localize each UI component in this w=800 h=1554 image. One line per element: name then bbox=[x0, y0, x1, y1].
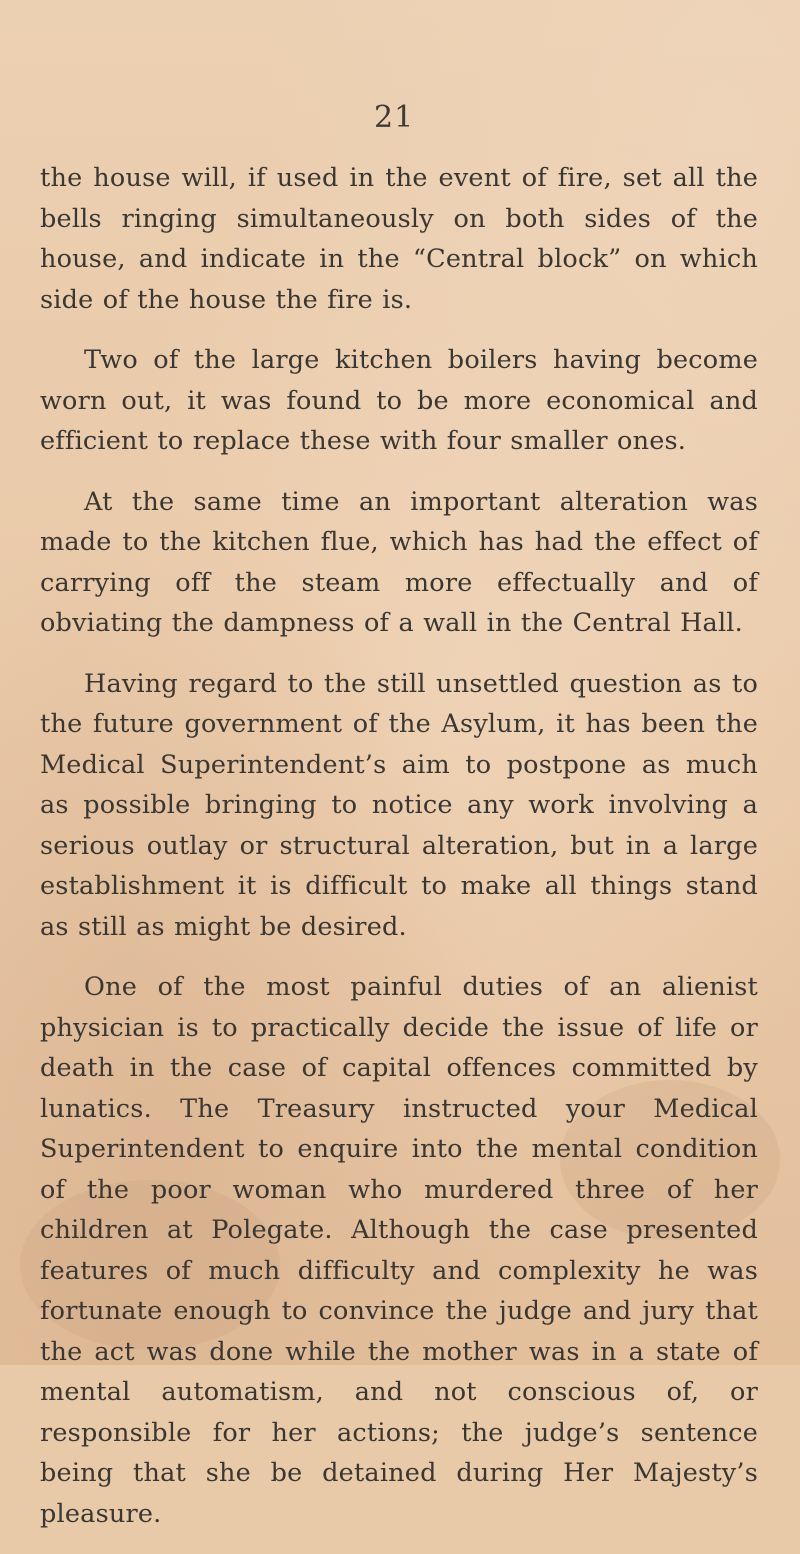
paragraph-kitchen-flue: At the same time an important alteration was made to the kitchen flue, which has had the effect of carrying off the steam more effectually and of obviating the dampness of a wall in the Central Hall. bbox=[40, 486, 758, 638]
paragraph-asylum-government: Having regard to the still unsettled question as to the future government of the Asylum, it has been the Medical Superintendent’s aim to postpone as much as possible bringing to notice any work involving a serious outlay or structural alteration, but in a large establishment it is difficult to make all things stand as still as might be desired. bbox=[40, 668, 758, 942]
page-number: 21 bbox=[374, 100, 415, 135]
paragraph-continued: the house will, if used in the event of fire, set all the bells ringing simultaneously on both sides of the house, and indicate in the “Central block” on which side of the house the fire is. bbox=[40, 163, 758, 315]
paragraph-kitchen-boilers: Two of the large kitchen boilers having become worn out, it was found to be more economical and efficient to replace these with four smaller ones. bbox=[40, 345, 758, 456]
paragraph-alienist-duties: One of the most painful duties of an alienist physician is to practically decide the issue of life or death in the case of capital offences committed by lunatics. The Treasury instructed your Medical Superintendent to enquire into the mental condition of the poor woman who murdered three of her children at Polegate. Although the case presented features of much difficulty and complexity he was fortunate enough to convince the judge and jury that the act was done while the mother was in a state of mental automatism, and not conscious of, or responsible for her actions; the judge’s sentence being that she be detained during Her Majesty’s pleasure. bbox=[40, 972, 758, 1529]
body-text bbox=[40, 158, 758, 1554]
